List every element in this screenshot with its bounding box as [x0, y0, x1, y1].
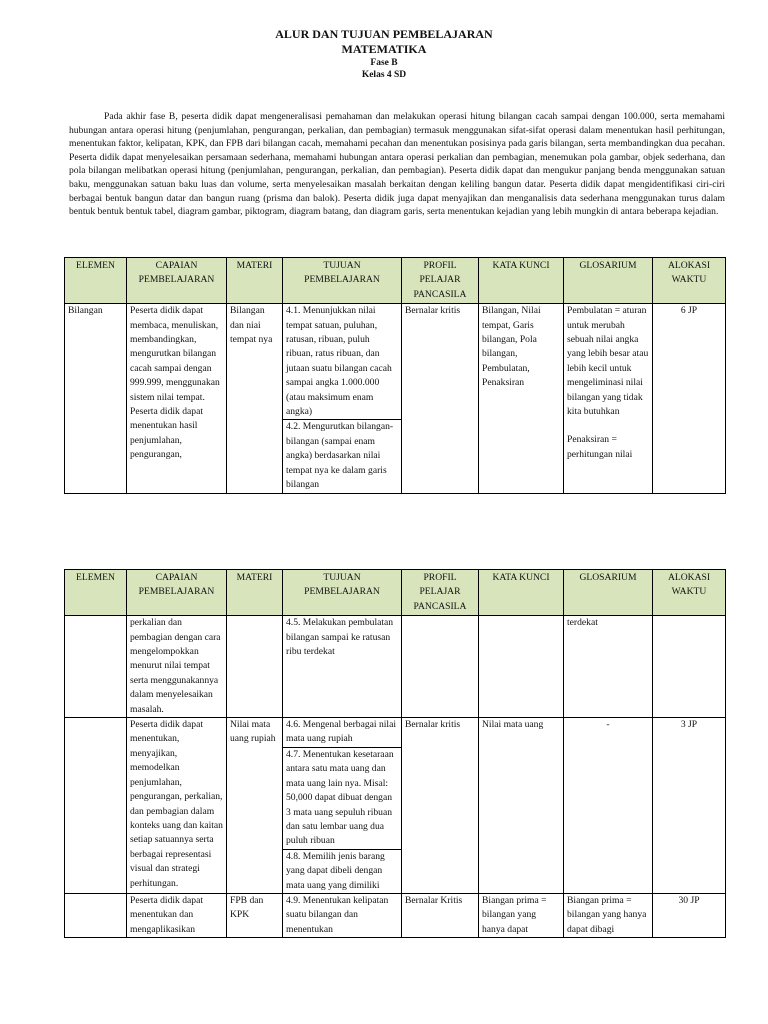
header-alokasi: ALOKASI WAKTU: [653, 258, 726, 304]
capaian-text: serta menggunakannya dalam menyelesaikan masalah.: [130, 674, 219, 715]
cell-kata-kunci: [479, 616, 564, 718]
glosarium-text: Penaksiran = perhitungan nilai: [567, 434, 633, 460]
cell-profil: Bernalar kritis: [402, 718, 479, 894]
cell-profil: Bernalar Kritis: [402, 893, 479, 937]
header-materi: MATERI: [227, 570, 283, 616]
cell-tujuan: [283, 304, 402, 493]
cell-capaian: Peserta didik dapat menentukan dan mengaplikasikan: [127, 893, 227, 937]
cell-profil: [402, 616, 479, 718]
cell-materi: FPB dan KPK: [227, 893, 283, 937]
cell-kata-kunci: Biangan prima = bilangan yang hanya dapat: [479, 893, 564, 937]
cell-alokasi: 30 JP: [653, 893, 726, 937]
table-header-row: [65, 570, 726, 616]
cell-elemen: [65, 718, 127, 894]
header-materi: MATERI: [227, 258, 283, 304]
cell-elemen: Bilangan: [65, 304, 127, 493]
cell-elemen: [65, 893, 127, 937]
header-profil: PROFIL PELAJAR PANCASILA: [402, 258, 479, 304]
tujuan-item: 4.8. Memilih jenis barang yang dapat dibeli dengan mata uang yang dimiliki: [283, 849, 401, 893]
cell-kata-kunci: Bilangan, Nilai tempat, Garis bilangan, Pola bilangan, Pembulatan, Penaksiran: [479, 304, 564, 493]
cell-tujuan: [283, 718, 402, 894]
cell-tujuan: 4.9. Menentukan kelipatan suatu bilangan dan menentukan: [283, 893, 402, 937]
cell-glosarium: -: [564, 718, 653, 894]
header-glosarium: GLOSARIUM: [564, 570, 653, 616]
tujuan-item: 4.7. Menentukan kesetaraan antara satu mata uang dan mata uang lain nya. Misal: 50,000 dapat dibuat dengan 3 mata uang sepuluh ribuan dan satu lembar uang dua puluh ribuan: [283, 747, 401, 849]
atp-table-2: [64, 569, 726, 938]
cell-capaian: Peserta didik dapat membaca, menuliskan, membandingkan, mengurutkan bilangan cacah sampai dengan 999.999, menggunakan sistem nilai tempat. Peserta didik dapat menentukan hasil penjumlahan, pengurangan,: [127, 304, 227, 493]
atp-table-1: [64, 257, 726, 494]
capaian-text: perkalian dan pembagian dengan cara mengelompokkan menurut nilai tempat: [130, 617, 221, 672]
header-capaian: CAPAIAN PEMBELAJARAN: [127, 570, 227, 616]
header-profil: PROFIL PELAJAR PANCASILA: [402, 570, 479, 616]
header-capaian: CAPAIAN PEMBELAJARAN: [127, 258, 227, 304]
header-elemen: ELEMEN: [65, 570, 127, 616]
header-tujuan: TUJUAN PEMBELAJARAN: [283, 258, 402, 304]
cell-alokasi: 6 JP: [653, 304, 726, 493]
tujuan-item: 4.2. Mengurutkan bilangan-bilangan (sampai enam angka) berdasarkan nilai tempat nya ke dalam garis bilangan: [283, 419, 401, 492]
cell-materi: [227, 616, 283, 718]
cell-alokasi: [653, 616, 726, 718]
header-alokasi: ALOKASI WAKTU: [653, 570, 726, 616]
table-row: [65, 718, 726, 894]
cell-tujuan: 4.5. Melakukan pembulatan bilangan sampai ke ratusan ribu terdekat: [283, 616, 402, 718]
table-row: [65, 304, 726, 493]
table-header-row: [65, 258, 726, 304]
tujuan-item: 4.1. Menunjukkan nilai tempat satuan, puluhan, ratusan, ribuan, puluh ribuan, ratus ribuan, dan jutaan suatu bilangan cacah sampai angka 1.000.000 (atau maksimum enam angka): [286, 305, 392, 418]
cell-materi: Bilangan dan niai tempat nya: [227, 304, 283, 493]
cell-capaian: Peserta didik dapat menentukan, menyajikan, memodelkan penjumlahan, pengurangan, perkalian, dan pembagian dalam konteks uang dan kaitan setiap satuannya serta berbagai representasi visual dan strategi perhitungan.: [127, 718, 227, 894]
tujuan-item: 4.6. Mengenal berbagai nilai mata uang rupiah: [286, 719, 397, 745]
document-subject: MATEMATIKA: [341, 42, 427, 56]
cell-glosarium: Biangan prima = bilangan yang hanya dapat dibagi: [564, 893, 653, 937]
glosarium-text: bilangan yang tidak kita butuhkan: [567, 391, 643, 418]
intro-paragraph: Pada akhir fase B, peserta didik dapat mengeneralisasi pemahaman dan melakukan operasi hitung bilangan cacah sampai dengan 100.000, serta memahami hubungan antara operasi hitung (penjumlahan, pengurangan, perkalian, dan pembagian) termasuk menggunakan sifat-sifat operasi dalam menentukan hasil perhitungan, menentukan faktor, kelipatan, KPK, dan FPB dari bilangan cacah, memahami pecahan dan menentukan posisinya pada garis bilangan, serta membandingkan dua pecahan. Peserta didik dapat menyelesaikan persamaan sederhana, memahami hubungan antara operasi perkalian dan pembagian, menemukan pola gambar, objek sederhana, dan pola bilangan melibatkan operasi hitung (penjumlahan, pengurangan, perkalian, dan pembagian). Peserta didik dapat dan mengukur panjang benda menggunakan satuan baku, menggunakan satuan baku luas dan volume, serta menyelesaikan masalah berkaitan dengan keliling bangun datar. Peserta didik dapat mengidentifikasi ciri-ciri berbagai bentuk bangun datar dan bangun ruang (prisma dan balok). Peserta didik juga dapat menyajikan dan menganalisis data sederhana menggunakan turus dalam bentuk bentuk bentuk tabel, diagram gambar, piktogram, diagram batang, dan diagram garis, serta menentukan kejadian yang lebih mungkin di antara beberapa kejadian.: [69, 111, 725, 218]
cell-profil: Bernalar kritis: [402, 304, 479, 493]
document-header: [0, 27, 768, 81]
cell-alokasi: 3 JP: [653, 718, 726, 894]
table-row: [65, 616, 726, 718]
table-row: [65, 893, 726, 937]
document-title: ALUR DAN TUJUAN PEMBELAJARAN: [275, 27, 493, 41]
header-elemen: ELEMEN: [65, 258, 127, 304]
cell-glosarium: [564, 304, 653, 493]
cell-capaian: [127, 616, 227, 718]
cell-materi: Nilai mata uang rupiah: [227, 718, 283, 894]
header-tujuan: TUJUAN PEMBELAJARAN: [283, 570, 402, 616]
header-kata-kunci: KATA KUNCI: [479, 570, 564, 616]
header-glosarium: GLOSARIUM: [564, 258, 653, 304]
document-grade: Kelas 4 SD: [361, 70, 407, 80]
cell-elemen: [65, 616, 127, 718]
cell-glosarium: terdekat: [564, 616, 653, 718]
header-kata-kunci: KATA KUNCI: [479, 258, 564, 304]
cell-kata-kunci: Nilai mata uang: [479, 718, 564, 894]
glosarium-text: Pembulatan = aturan untuk merubah sebuah nilai angka yang lebih besar atau lebih kecil untuk mengeliminasi nilai: [567, 305, 649, 389]
document-phase: Fase B: [370, 58, 398, 68]
